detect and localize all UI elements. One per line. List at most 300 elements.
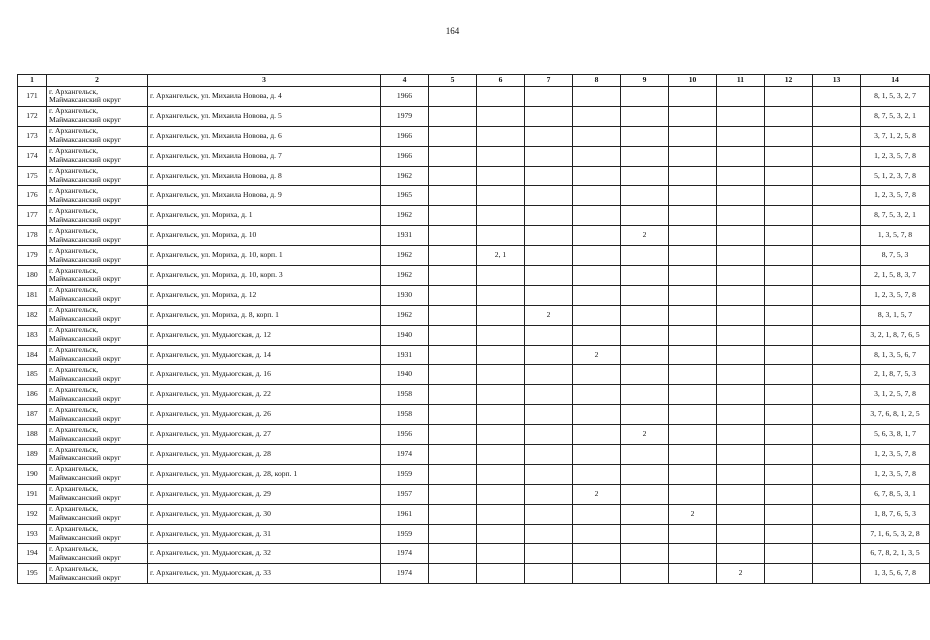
district-cell: г. Архангельск, Маймаксанский округ xyxy=(47,464,148,484)
col7-cell xyxy=(525,365,573,385)
col6-cell xyxy=(477,484,525,504)
table-row xyxy=(18,246,930,266)
row-number: 176 xyxy=(18,186,47,206)
col8-cell xyxy=(573,106,621,126)
column-header-9: 9 xyxy=(621,75,669,87)
col10-cell xyxy=(669,87,717,107)
col9-cell xyxy=(621,285,669,305)
col12-cell xyxy=(765,186,813,206)
col7-cell xyxy=(525,405,573,425)
col13-cell xyxy=(813,445,861,465)
col10-cell xyxy=(669,146,717,166)
district-cell: г. Архангельск, Маймаксанский округ xyxy=(47,266,148,286)
col10-cell xyxy=(669,325,717,345)
year-cell: 1958 xyxy=(381,385,429,405)
col11-cell xyxy=(717,464,765,484)
col9-cell xyxy=(621,106,669,126)
col10-cell xyxy=(669,524,717,544)
col11-cell xyxy=(717,87,765,107)
district-cell: г. Архангельск, Маймаксанский округ xyxy=(47,445,148,465)
district-cell: г. Архангельск, Маймаксанский округ xyxy=(47,484,148,504)
col9-cell xyxy=(621,166,669,186)
year-cell: 1940 xyxy=(381,325,429,345)
col13-cell xyxy=(813,385,861,405)
year-cell: 1957 xyxy=(381,484,429,504)
col8-cell xyxy=(573,524,621,544)
col8-cell xyxy=(573,504,621,524)
col14-cell: 8, 7, 5, 3 xyxy=(861,246,930,266)
col7-cell xyxy=(525,285,573,305)
col5-cell xyxy=(429,385,477,405)
col13-cell xyxy=(813,206,861,226)
col13-cell xyxy=(813,285,861,305)
col8-cell xyxy=(573,206,621,226)
table-row xyxy=(18,564,930,584)
address-cell: г. Архангельск, ул. Мориха, д. 10 xyxy=(148,226,381,246)
col6-cell xyxy=(477,285,525,305)
col12-cell xyxy=(765,504,813,524)
district-cell: г. Архангельск, Маймаксанский округ xyxy=(47,186,148,206)
district-cell: г. Архангельск, Маймаксанский округ xyxy=(47,504,148,524)
col9-cell xyxy=(621,544,669,564)
col13-cell xyxy=(813,504,861,524)
col6-cell xyxy=(477,345,525,365)
year-cell: 1959 xyxy=(381,524,429,544)
col9-cell xyxy=(621,564,669,584)
col8-cell xyxy=(573,246,621,266)
col9-cell xyxy=(621,186,669,206)
col6-cell xyxy=(477,425,525,445)
column-header-3: 3 xyxy=(148,75,381,87)
col5-cell xyxy=(429,564,477,584)
col7-cell xyxy=(525,126,573,146)
col8-cell xyxy=(573,87,621,107)
row-number: 187 xyxy=(18,405,47,425)
col14-cell: 5, 1, 2, 3, 7, 8 xyxy=(861,166,930,186)
col7-cell xyxy=(525,325,573,345)
table-row xyxy=(18,146,930,166)
year-cell: 1965 xyxy=(381,186,429,206)
col13-cell xyxy=(813,405,861,425)
col14-cell: 1, 3, 5, 6, 7, 8 xyxy=(861,564,930,584)
year-cell: 1940 xyxy=(381,365,429,385)
district-cell: г. Архангельск, Маймаксанский округ xyxy=(47,206,148,226)
district-cell: г. Архангельск, Маймаксанский округ xyxy=(47,385,148,405)
address-cell: г. Архангельск, ул. Мудьюгская, д. 22 xyxy=(148,385,381,405)
col6-cell xyxy=(477,385,525,405)
row-number: 180 xyxy=(18,266,47,286)
col9-cell xyxy=(621,246,669,266)
column-header-8: 8 xyxy=(573,75,621,87)
col13-cell xyxy=(813,544,861,564)
col12-cell xyxy=(765,226,813,246)
col7-cell xyxy=(525,106,573,126)
col13-cell xyxy=(813,464,861,484)
col14-cell: 8, 7, 5, 3, 2, 1 xyxy=(861,106,930,126)
col13-cell xyxy=(813,305,861,325)
col11-cell: 2 xyxy=(717,564,765,584)
address-cell: г. Архангельск, ул. Мудьюгская, д. 12 xyxy=(148,325,381,345)
col12-cell xyxy=(765,385,813,405)
col8-cell xyxy=(573,186,621,206)
table-row xyxy=(18,266,930,286)
col11-cell xyxy=(717,524,765,544)
col7-cell xyxy=(525,504,573,524)
col11-cell xyxy=(717,504,765,524)
col6-cell xyxy=(477,87,525,107)
col5-cell xyxy=(429,305,477,325)
col5-cell xyxy=(429,166,477,186)
col10-cell xyxy=(669,106,717,126)
table-row xyxy=(18,226,930,246)
col12-cell xyxy=(765,305,813,325)
col9-cell xyxy=(621,126,669,146)
col11-cell xyxy=(717,285,765,305)
col6-cell xyxy=(477,564,525,584)
col9-cell xyxy=(621,365,669,385)
row-number: 194 xyxy=(18,544,47,564)
col11-cell xyxy=(717,206,765,226)
col6-cell xyxy=(477,524,525,544)
registry-table xyxy=(17,74,930,584)
col6-cell xyxy=(477,305,525,325)
col13-cell xyxy=(813,266,861,286)
col9-cell xyxy=(621,524,669,544)
col9-cell xyxy=(621,464,669,484)
col5-cell xyxy=(429,544,477,564)
col9-cell xyxy=(621,345,669,365)
col8-cell xyxy=(573,405,621,425)
district-cell: г. Архангельск, Маймаксанский округ xyxy=(47,166,148,186)
col11-cell xyxy=(717,226,765,246)
row-number: 178 xyxy=(18,226,47,246)
col12-cell xyxy=(765,365,813,385)
address-cell: г. Архангельск, ул. Мориха, д. 1 xyxy=(148,206,381,226)
col13-cell xyxy=(813,106,861,126)
col6-cell xyxy=(477,126,525,146)
col10-cell xyxy=(669,186,717,206)
col11-cell xyxy=(717,365,765,385)
col12-cell xyxy=(765,166,813,186)
col14-cell: 1, 2, 3, 5, 7, 8 xyxy=(861,445,930,465)
year-cell: 1930 xyxy=(381,285,429,305)
row-number: 192 xyxy=(18,504,47,524)
address-cell: г. Архангельск, ул. Мудьюгская, д. 30 xyxy=(148,504,381,524)
table-row xyxy=(18,186,930,206)
col14-cell: 6, 7, 8, 2, 1, 3, 5 xyxy=(861,544,930,564)
year-cell: 1931 xyxy=(381,345,429,365)
col9-cell xyxy=(621,484,669,504)
col14-cell: 8, 1, 3, 5, 6, 7 xyxy=(861,345,930,365)
col14-cell: 7, 1, 6, 5, 3, 2, 8 xyxy=(861,524,930,544)
row-number: 179 xyxy=(18,246,47,266)
col5-cell xyxy=(429,87,477,107)
year-cell: 1962 xyxy=(381,305,429,325)
table-row xyxy=(18,345,930,365)
col10-cell xyxy=(669,405,717,425)
col8-cell xyxy=(573,285,621,305)
col11-cell xyxy=(717,246,765,266)
page-number: 164 xyxy=(445,26,460,36)
col14-cell: 1, 2, 3, 5, 7, 8 xyxy=(861,285,930,305)
district-cell: г. Архангельск, Маймаксанский округ xyxy=(47,544,148,564)
col9-cell xyxy=(621,206,669,226)
year-cell: 1974 xyxy=(381,445,429,465)
column-header-4: 4 xyxy=(381,75,429,87)
col14-cell: 5, 6, 3, 8, 1, 7 xyxy=(861,425,930,445)
col13-cell xyxy=(813,345,861,365)
col14-cell: 2, 1, 5, 8, 3, 7 xyxy=(861,266,930,286)
col10-cell xyxy=(669,484,717,504)
col6-cell xyxy=(477,266,525,286)
address-cell: г. Архангельск, ул. Михаила Новова, д. 7 xyxy=(148,146,381,166)
year-cell: 1931 xyxy=(381,226,429,246)
table-row xyxy=(18,305,930,325)
col5-cell xyxy=(429,146,477,166)
col10-cell xyxy=(669,425,717,445)
col5-cell xyxy=(429,405,477,425)
district-cell: г. Архангельск, Маймаксанский округ xyxy=(47,564,148,584)
col8-cell xyxy=(573,365,621,385)
col14-cell: 8, 7, 5, 3, 2, 1 xyxy=(861,206,930,226)
col13-cell xyxy=(813,226,861,246)
row-number: 195 xyxy=(18,564,47,584)
header-row xyxy=(18,75,930,87)
table-row xyxy=(18,126,930,146)
table-row xyxy=(18,325,930,345)
table-row xyxy=(18,206,930,226)
col8-cell xyxy=(573,464,621,484)
col13-cell xyxy=(813,87,861,107)
col10-cell xyxy=(669,166,717,186)
col8-cell xyxy=(573,266,621,286)
col12-cell xyxy=(765,106,813,126)
col8-cell xyxy=(573,544,621,564)
col7-cell xyxy=(525,524,573,544)
col13-cell xyxy=(813,126,861,146)
col14-cell: 1, 2, 3, 5, 7, 8 xyxy=(861,186,930,206)
col7-cell xyxy=(525,345,573,365)
table-row xyxy=(18,285,930,305)
col7-cell xyxy=(525,226,573,246)
col5-cell xyxy=(429,325,477,345)
col7-cell xyxy=(525,186,573,206)
col11-cell xyxy=(717,385,765,405)
col8-cell xyxy=(573,385,621,405)
col5-cell xyxy=(429,246,477,266)
col5-cell xyxy=(429,484,477,504)
table-row xyxy=(18,106,930,126)
column-header-11: 11 xyxy=(717,75,765,87)
year-cell: 1962 xyxy=(381,206,429,226)
district-cell: г. Архангельск, Маймаксанский округ xyxy=(47,305,148,325)
col11-cell xyxy=(717,544,765,564)
col9-cell xyxy=(621,445,669,465)
address-cell: г. Архангельск, ул. Мориха, д. 10, корп. 1 xyxy=(148,246,381,266)
address-cell: г. Архангельск, ул. Мориха, д. 12 xyxy=(148,285,381,305)
col14-cell: 1, 2, 3, 5, 7, 8 xyxy=(861,464,930,484)
year-cell: 1974 xyxy=(381,564,429,584)
address-cell: г. Архангельск, ул. Мудьюгская, д. 27 xyxy=(148,425,381,445)
row-number: 177 xyxy=(18,206,47,226)
col10-cell xyxy=(669,445,717,465)
col9-cell xyxy=(621,385,669,405)
year-cell: 1966 xyxy=(381,87,429,107)
col10-cell xyxy=(669,266,717,286)
col6-cell xyxy=(477,146,525,166)
col12-cell xyxy=(765,524,813,544)
col12-cell xyxy=(765,405,813,425)
col14-cell: 3, 7, 6, 8, 1, 2, 5 xyxy=(861,405,930,425)
col12-cell xyxy=(765,246,813,266)
row-number: 185 xyxy=(18,365,47,385)
year-cell: 1956 xyxy=(381,425,429,445)
address-cell: г. Архангельск, ул. Мудьюгская, д. 29 xyxy=(148,484,381,504)
col5-cell xyxy=(429,464,477,484)
column-header-5: 5 xyxy=(429,75,477,87)
col11-cell xyxy=(717,484,765,504)
col6-cell xyxy=(477,464,525,484)
col11-cell xyxy=(717,126,765,146)
col7-cell xyxy=(525,564,573,584)
col12-cell xyxy=(765,564,813,584)
col9-cell xyxy=(621,305,669,325)
year-cell: 1958 xyxy=(381,405,429,425)
col7-cell xyxy=(525,266,573,286)
column-header-7: 7 xyxy=(525,75,573,87)
col14-cell: 6, 7, 8, 5, 3, 1 xyxy=(861,484,930,504)
col8-cell xyxy=(573,146,621,166)
col14-cell: 3, 2, 1, 8, 7, 6, 5 xyxy=(861,325,930,345)
col6-cell xyxy=(477,106,525,126)
col12-cell xyxy=(765,266,813,286)
district-cell: г. Архангельск, Маймаксанский округ xyxy=(47,87,148,107)
row-number: 171 xyxy=(18,87,47,107)
col6-cell xyxy=(477,544,525,564)
col13-cell xyxy=(813,484,861,504)
col7-cell xyxy=(525,445,573,465)
column-header-1: 1 xyxy=(18,75,47,87)
col9-cell xyxy=(621,146,669,166)
address-cell: г. Архангельск, ул. Мудьюгская, д. 32 xyxy=(148,544,381,564)
col12-cell xyxy=(765,484,813,504)
table-row xyxy=(18,544,930,564)
district-cell: г. Архангельск, Маймаксанский округ xyxy=(47,405,148,425)
col5-cell xyxy=(429,285,477,305)
col14-cell: 3, 1, 2, 5, 7, 8 xyxy=(861,385,930,405)
col13-cell xyxy=(813,325,861,345)
col6-cell xyxy=(477,206,525,226)
address-cell: г. Архангельск, ул. Мориха, д. 8, корп. 1 xyxy=(148,305,381,325)
district-cell: г. Архангельск, Маймаксанский округ xyxy=(47,246,148,266)
address-cell: г. Архангельск, ул. Мудьюгская, д. 28, корп. 1 xyxy=(148,464,381,484)
column-header-6: 6 xyxy=(477,75,525,87)
column-header-12: 12 xyxy=(765,75,813,87)
table-row xyxy=(18,524,930,544)
district-cell: г. Архангельск, Маймаксанский округ xyxy=(47,106,148,126)
year-cell: 1966 xyxy=(381,126,429,146)
column-header-2: 2 xyxy=(47,75,148,87)
col5-cell xyxy=(429,186,477,206)
col8-cell: 2 xyxy=(573,484,621,504)
col10-cell xyxy=(669,285,717,305)
col12-cell xyxy=(765,445,813,465)
col7-cell xyxy=(525,246,573,266)
col8-cell xyxy=(573,325,621,345)
col8-cell xyxy=(573,564,621,584)
row-number: 191 xyxy=(18,484,47,504)
district-cell: г. Архангельск, Маймаксанский округ xyxy=(47,285,148,305)
col13-cell xyxy=(813,425,861,445)
col6-cell xyxy=(477,186,525,206)
col7-cell xyxy=(525,87,573,107)
table-row xyxy=(18,445,930,465)
year-cell: 1966 xyxy=(381,146,429,166)
col5-cell xyxy=(429,365,477,385)
address-cell: г. Архангельск, ул. Михаила Новова, д. 4 xyxy=(148,87,381,107)
col11-cell xyxy=(717,266,765,286)
year-cell: 1959 xyxy=(381,464,429,484)
column-header-10: 10 xyxy=(669,75,717,87)
col13-cell xyxy=(813,246,861,266)
address-cell: г. Архангельск, ул. Михаила Новова, д. 8 xyxy=(148,166,381,186)
col5-cell xyxy=(429,425,477,445)
col8-cell xyxy=(573,305,621,325)
col9-cell: 2 xyxy=(621,425,669,445)
col11-cell xyxy=(717,106,765,126)
col10-cell xyxy=(669,226,717,246)
col7-cell: 2 xyxy=(525,305,573,325)
col10-cell xyxy=(669,544,717,564)
col13-cell xyxy=(813,186,861,206)
col8-cell xyxy=(573,445,621,465)
row-number: 186 xyxy=(18,385,47,405)
year-cell: 1979 xyxy=(381,106,429,126)
district-cell: г. Архангельск, Маймаксанский округ xyxy=(47,226,148,246)
year-cell: 1962 xyxy=(381,266,429,286)
col12-cell xyxy=(765,325,813,345)
col6-cell xyxy=(477,325,525,345)
col14-cell: 1, 2, 3, 5, 7, 8 xyxy=(861,146,930,166)
col9-cell xyxy=(621,325,669,345)
address-cell: г. Архангельск, ул. Мудьюгская, д. 14 xyxy=(148,345,381,365)
col8-cell xyxy=(573,425,621,445)
col13-cell xyxy=(813,146,861,166)
col12-cell xyxy=(765,206,813,226)
col6-cell xyxy=(477,445,525,465)
table-row xyxy=(18,484,930,504)
district-cell: г. Архангельск, Маймаксанский округ xyxy=(47,146,148,166)
col9-cell: 2 xyxy=(621,226,669,246)
district-cell: г. Архангельск, Маймаксанский округ xyxy=(47,325,148,345)
col6-cell xyxy=(477,365,525,385)
table-row xyxy=(18,365,930,385)
district-cell: г. Архангельск, Маймаксанский округ xyxy=(47,365,148,385)
col10-cell xyxy=(669,305,717,325)
address-cell: г. Архангельск, ул. Мудьюгская, д. 28 xyxy=(148,445,381,465)
col10-cell xyxy=(669,385,717,405)
row-number: 174 xyxy=(18,146,47,166)
district-cell: г. Архангельск, Маймаксанский округ xyxy=(47,425,148,445)
col11-cell xyxy=(717,345,765,365)
col13-cell xyxy=(813,564,861,584)
table-row xyxy=(18,166,930,186)
address-cell: г. Архангельск, ул. Михаила Новова, д. 5 xyxy=(148,106,381,126)
col6-cell: 2, 1 xyxy=(477,246,525,266)
col14-cell: 8, 3, 1, 5, 7 xyxy=(861,305,930,325)
address-cell: г. Архангельск, ул. Мудьюгская, д. 33 xyxy=(148,564,381,584)
row-number: 181 xyxy=(18,285,47,305)
